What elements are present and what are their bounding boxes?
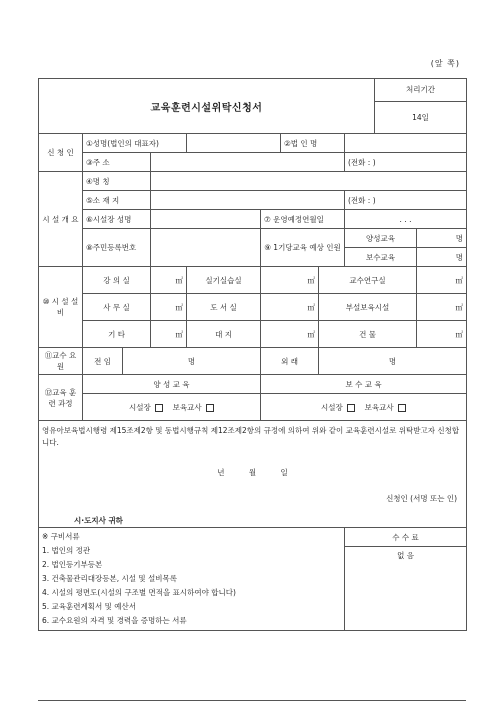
refresh-teacher-option-label: 보육교사 [364,402,394,412]
applicant-section: 신 청 인 [39,134,83,172]
fee-value: 없 음 [345,547,467,631]
resident-number-label: ⑧주민등록번호 [83,229,151,267]
opening-date-label: ⑦ 운영예정연월일 [261,210,345,229]
land-label: 대 지 [187,321,261,348]
training-head-checkbox[interactable] [155,404,163,412]
attachments-list [39,528,345,631]
declaration-text: 영유아보육법시행령 제15조제2항 및 동법시행규칙 제12조제2항의 규정에 의하여 위와 같이 교육훈련시설로 위탁받고자 신청합니다. [42,426,460,447]
training-head-option-label: 시설장 [128,402,151,412]
page-label: (앞 쪽) [430,59,460,68]
address-field[interactable] [151,153,345,172]
facility-head-label: ⑥시설장 성명 [83,210,151,229]
refresh-teacher-checkbox[interactable] [398,404,406,412]
library-label: 도 서 실 [187,294,261,321]
trainees-label: ⑨ 1기당교육 예상 인원 [261,229,345,267]
facility-name-label: ④명 칭 [83,172,151,191]
childcare-area[interactable]: ㎡ [417,294,467,321]
building-label: 건 물 [319,321,417,348]
training-course-options [83,394,261,421]
fulltime-label: 전 임 [83,348,123,375]
applicant-name-field[interactable] [187,134,281,153]
other-area[interactable]: ㎡ [151,321,187,348]
parttime-count[interactable]: 명 [319,348,467,375]
addressee: 시·도지사 귀하 [74,516,123,525]
applicant-signature[interactable]: 신청인 (서명 또는 인) [386,494,458,503]
attachment-item: 3. 건축물관리대장등본, 시설 및 설비목록 [42,574,177,583]
facility-head-field[interactable] [151,210,261,229]
declaration-block [39,421,467,528]
corp-name-label: ②법 인 명 [281,134,345,153]
attachment-item: 6. 교수요원의 자격 및 경력을 증명하는 서류 [42,616,187,625]
research-room-label: 교수연구실 [319,267,417,294]
library-area[interactable]: ㎡ [261,294,319,321]
fee-label: 수 수 료 [345,528,467,547]
parttime-label: 외 래 [261,348,319,375]
attachment-item: 4. 시설의 평면도(시설의 구조별 면적을 표시하여야 합니다) [42,588,236,597]
fulltime-count[interactable]: 명 [123,348,261,375]
lecture-room-area[interactable]: ㎡ [151,267,187,294]
training-teacher-option-label: 보육교사 [172,402,202,412]
training-count-label: 양성교육 [345,229,417,248]
refresh-head-option-label: 시설장 [320,402,343,412]
office-label: 사 무 실 [83,294,151,321]
application-form [38,78,467,631]
building-area[interactable]: ㎡ [417,321,467,348]
training-teacher-checkbox[interactable] [206,404,214,412]
facility-name-field[interactable] [151,172,467,191]
signature-date[interactable]: 년 월 일 [217,468,288,477]
resident-number-field[interactable] [151,229,261,267]
training-course-header: 양 성 교 육 [83,375,261,394]
equipment-section: ⑩ 시 설 설 비 [39,267,83,348]
course-section: ⑫교육 훈련 과정 [39,375,83,421]
refresh-head-checkbox[interactable] [347,404,355,412]
opening-date-field[interactable]: . . . [345,210,467,229]
corp-name-field[interactable] [345,134,467,153]
staff-section: ⑪교수 요원 [39,348,83,375]
facility-location-field[interactable] [151,191,345,210]
facility-location-label: ⑤소 재 지 [83,191,151,210]
practice-room-area[interactable]: ㎡ [261,267,319,294]
form-title: 교육훈련시설위탁신청서 [39,79,375,134]
other-label: 기 타 [83,321,151,348]
attachment-item: 2. 법인등기부등본 [42,560,103,569]
refresh-count-field[interactable]: 명 [417,248,467,267]
refresh-count-label: 보수교육 [345,248,417,267]
attachment-item: 1. 법인의 정관 [42,546,91,555]
attachment-item: 5. 교육훈련계획서 및 예산서 [42,602,137,611]
practice-room-label: 실기실습실 [187,267,261,294]
training-count-field[interactable]: 명 [417,229,467,248]
childcare-label: 부설보육시설 [319,294,417,321]
page-bottom-rule [38,700,466,701]
processing-period-value: 14일 [375,101,467,133]
facility-phone[interactable]: (전화 : ) [345,191,467,210]
refresh-course-header: 보 수 교 육 [261,375,467,394]
lecture-room-label: 강 의 실 [83,267,151,294]
refresh-course-options [261,394,467,421]
applicant-phone[interactable]: (전화 : ) [345,153,467,172]
address-label: ③주 소 [83,153,151,172]
office-area[interactable]: ㎡ [151,294,187,321]
attachments-heading: ※ 구비서류 [42,532,80,541]
land-area[interactable]: ㎡ [261,321,319,348]
applicant-name-label: ①성명(법인의 대표자) [83,134,187,153]
processing-period-label: 처리기간 [375,79,467,102]
facility-section: 시 설 개 요 [39,172,83,267]
research-room-area[interactable]: ㎡ [417,267,467,294]
